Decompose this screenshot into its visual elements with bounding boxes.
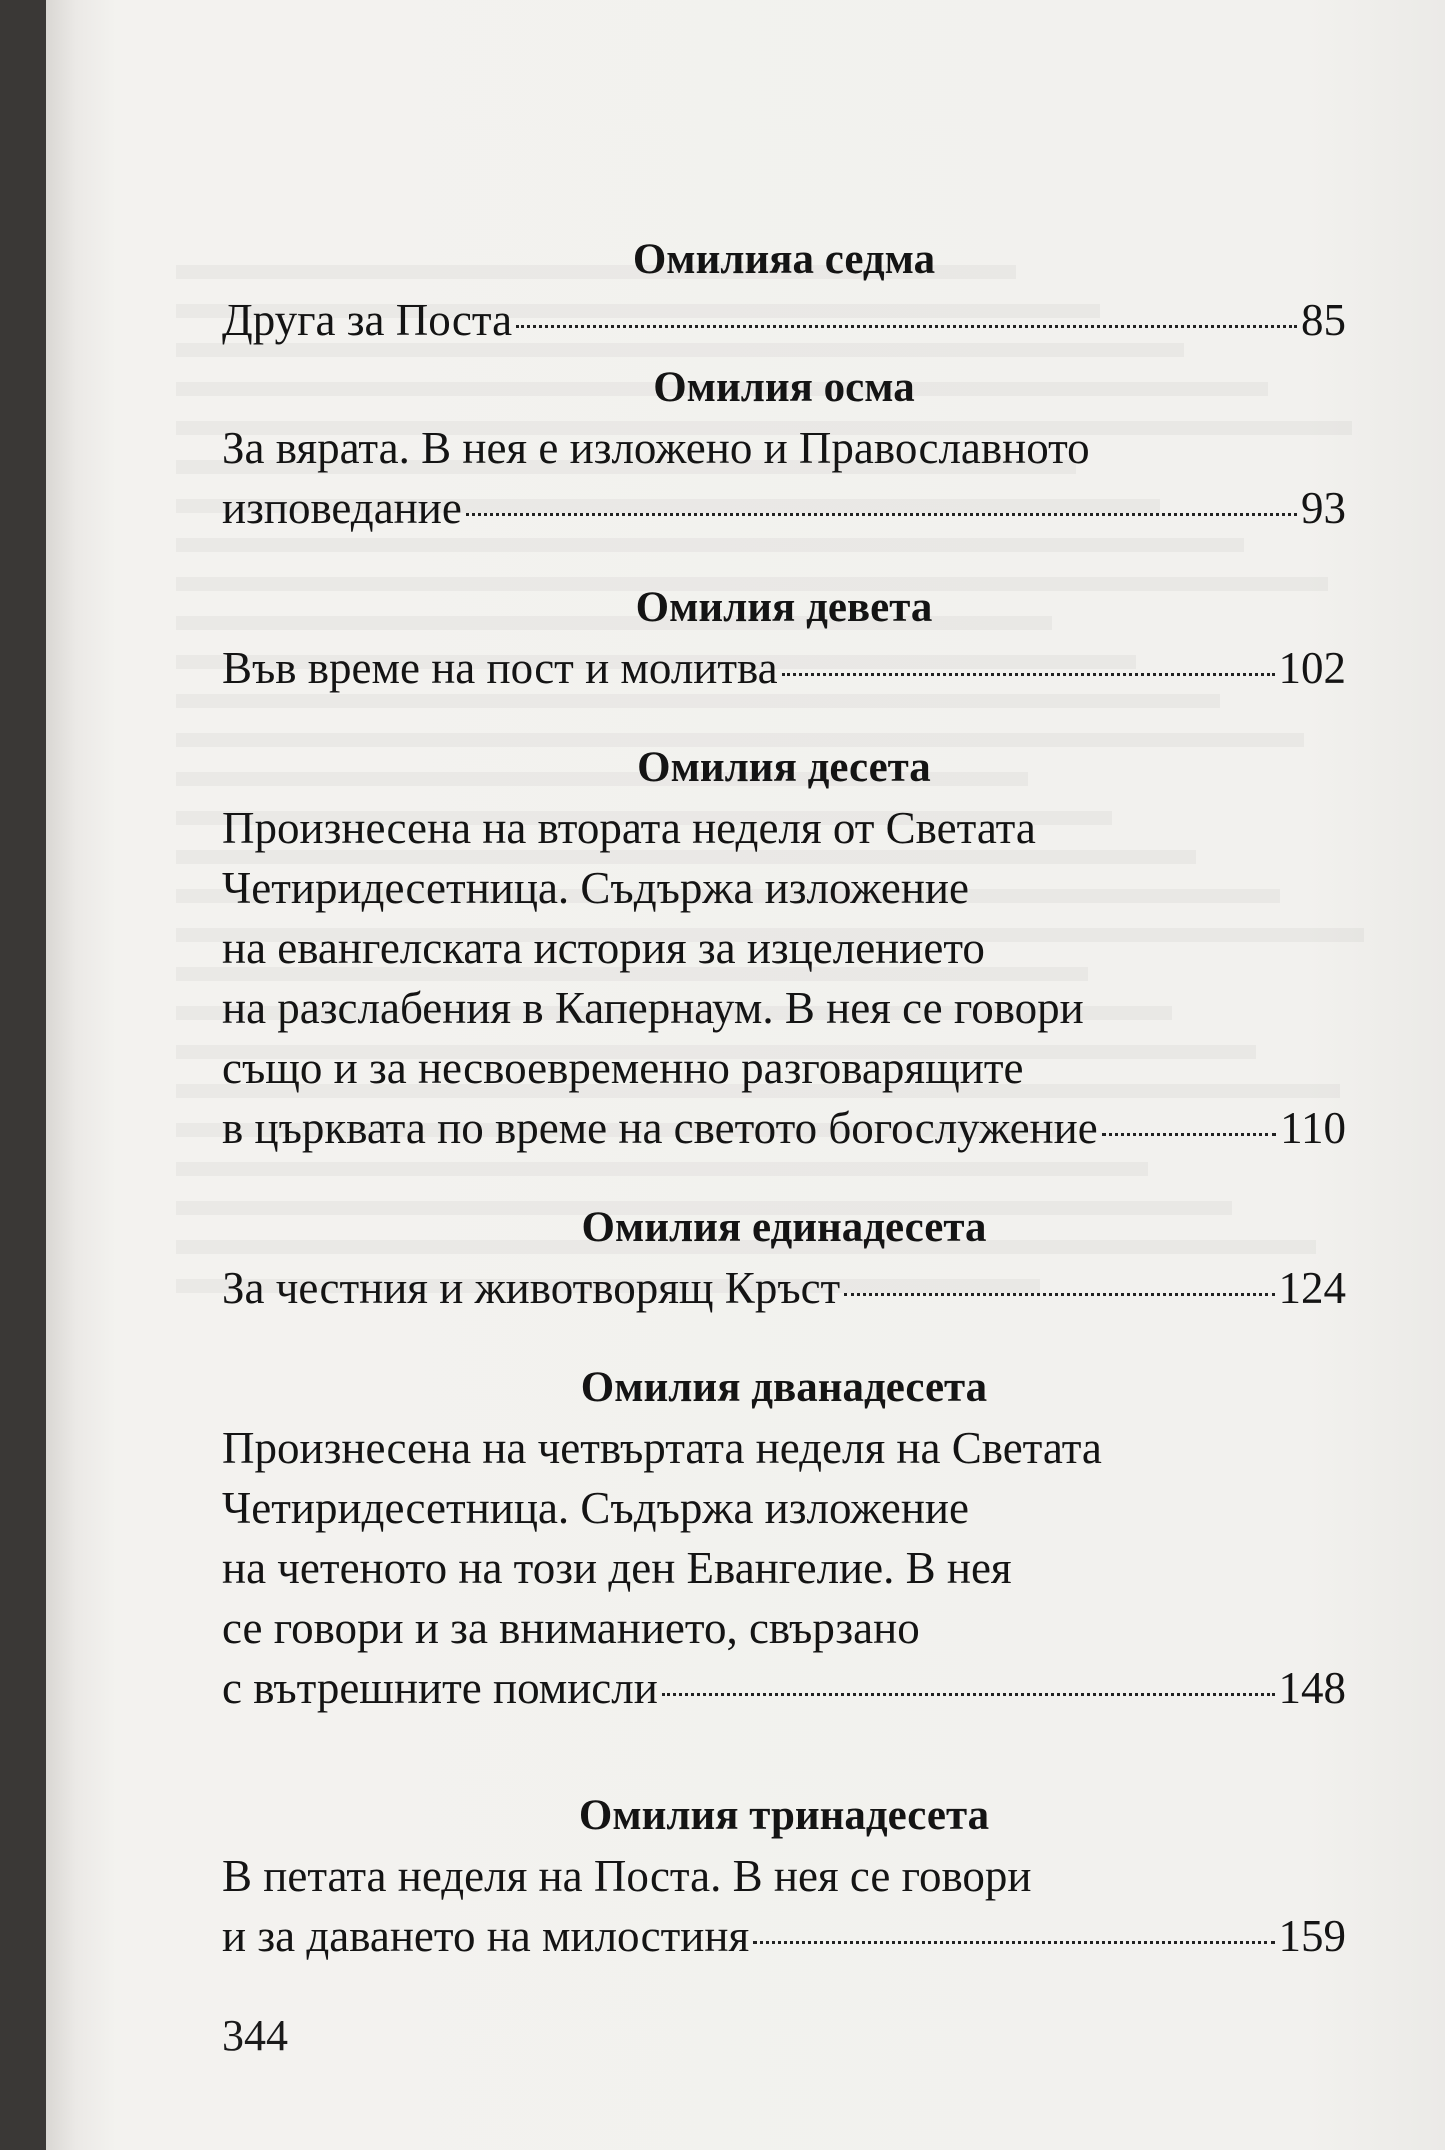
dot-leader <box>844 1293 1274 1296</box>
homily-heading: Омилия единадесета <box>581 1204 987 1251</box>
toc-page-number: 148 <box>1278 1663 1346 1713</box>
toc-line-text: Четиридесетница. Съдържа изложение <box>222 1483 969 1533</box>
dot-leader <box>662 1693 1275 1696</box>
toc-page-number: 102 <box>1278 643 1346 693</box>
page-number: 344 <box>222 2011 288 2060</box>
toc-page-number: 85 <box>1301 295 1346 345</box>
toc-line-text: на евангелската история за изцелението <box>222 923 985 973</box>
dot-leader <box>516 325 1297 328</box>
homily-heading: Омилияа седма <box>632 236 936 283</box>
toc-entry <box>222 1198 1346 1318</box>
toc-last-line <box>222 1258 1346 1318</box>
toc-line-text: също и за несвоевременно разговарящите <box>222 1043 1024 1093</box>
toc-last-line <box>222 1658 1346 1718</box>
dot-leader <box>1102 1133 1276 1136</box>
homily-heading: Омилия тринадесета <box>578 1792 990 1839</box>
toc-last-line <box>222 1098 1346 1158</box>
toc-last-line <box>222 1906 1346 1966</box>
toc-line-text: на четеното на този ден Евангелие. В нея <box>222 1543 1012 1593</box>
toc-line-text: Друга за Поста <box>222 295 513 345</box>
toc-line-text: Във време на пост и молитва <box>222 643 778 693</box>
toc-page-number: 93 <box>1301 483 1346 533</box>
toc-entry <box>222 1786 1346 1966</box>
toc-line-text: и за даването на милостиня <box>222 1911 750 1961</box>
toc-entry <box>222 738 1346 1158</box>
toc-line-text: Четиридесетница. Съдържа изложение <box>222 863 969 913</box>
toc-last-line <box>222 638 1346 698</box>
homily-heading: Омилия десета <box>637 744 931 791</box>
toc-line-text: Произнесена на четвъртата неделя на Светата <box>222 1423 1102 1473</box>
dot-leader <box>753 1941 1274 1944</box>
homily-heading: Омилия осма <box>653 364 915 411</box>
toc-last-line <box>222 478 1346 538</box>
toc-entry <box>222 230 1346 350</box>
toc-page-number: 124 <box>1278 1263 1346 1313</box>
toc-page-number: 110 <box>1280 1103 1346 1153</box>
homily-heading: Омилия девета <box>635 584 933 631</box>
dot-leader <box>466 513 1297 516</box>
toc-line-text: Произнесена на втората неделя от Светата <box>222 803 1036 853</box>
toc-line-text: с вътрешните помисли <box>222 1663 658 1713</box>
toc-page-number: 159 <box>1278 1911 1346 1961</box>
toc-entry <box>222 578 1346 698</box>
homily-heading: Омилия дванадесета <box>580 1364 988 1411</box>
toc-line-text: За честния и животворящ Кръст <box>222 1263 841 1313</box>
dot-leader <box>782 673 1275 676</box>
book-page <box>46 0 1445 2150</box>
toc-entry <box>222 358 1346 538</box>
toc-line-text: За вярата. В нея е изложено и Православното <box>222 423 1090 473</box>
toc-last-line <box>222 290 1346 350</box>
toc-entry <box>222 1358 1346 1718</box>
table-of-contents <box>222 230 1346 1974</box>
toc-line-text: В петата неделя на Поста. В нея се говори <box>222 1851 1032 1901</box>
toc-line-text: се говори и за вниманието, свързано <box>222 1603 920 1653</box>
toc-line-text: изповедание <box>222 483 462 533</box>
toc-line-text: в църквата по време на светото богослужение <box>222 1103 1098 1153</box>
toc-line-text: на разслабения в Капернаум. В нея се говори <box>222 983 1084 1033</box>
